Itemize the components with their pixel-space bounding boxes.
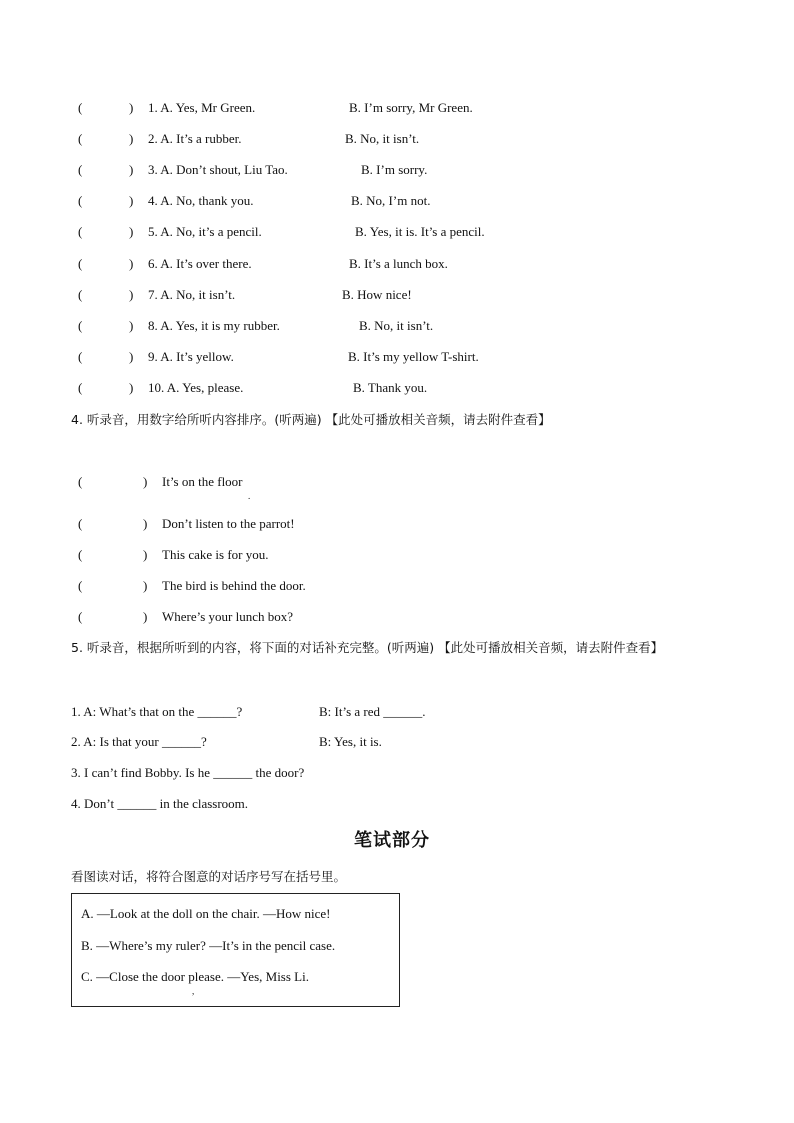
fill-in-response: B: Yes, it is.: [319, 734, 382, 749]
answer-paren-close: ): [129, 193, 134, 208]
question-option-a: 8. A. Yes, it is my rubber.: [148, 318, 280, 333]
fill-in-line: 1. A: What’s that on the ______?: [71, 704, 243, 719]
answer-paren-open[interactable]: (: [78, 162, 83, 177]
question-option-b: B. No, it isn’t.: [345, 131, 420, 146]
order-item-text: Don’t listen to the parrot!: [162, 516, 295, 531]
stray-mark: ,: [192, 986, 195, 996]
answer-paren-close: ): [129, 256, 134, 271]
question-option-b: B. I’m sorry, Mr Green.: [349, 100, 473, 115]
order-item-text: This cake is for you.: [162, 547, 269, 562]
dialogue-option-b: B. —Where’s my ruler? —It’s in the pencil case.: [81, 938, 336, 953]
question-option-b: B. It’s a lunch box.: [349, 256, 448, 271]
answer-paren-open[interactable]: (: [78, 100, 83, 115]
order-item-text: The bird is behind the door.: [162, 578, 306, 593]
answer-paren-open[interactable]: (: [78, 193, 83, 208]
dialogue-option-c: C. —Close the door please. —Yes, Miss Li.: [81, 969, 309, 984]
question-option-b: B. No, it isn’t.: [359, 318, 434, 333]
answer-paren-open[interactable]: (: [78, 287, 83, 302]
question-option-a: 7. A. No, it isn’t.: [148, 287, 236, 302]
order-item-text: It’s on the floor: [162, 474, 243, 489]
question-option-a: 5. A. No, it’s a pencil.: [148, 224, 262, 239]
written-section-heading: 笔试部分: [354, 830, 430, 851]
order-paren-close: ): [143, 578, 148, 593]
question-option-b: B. No, I’m not.: [351, 193, 431, 208]
answer-paren-open[interactable]: (: [78, 256, 83, 271]
answer-paren-close: ): [129, 287, 134, 302]
question-option-b: B. Yes, it is. It’s a pencil.: [355, 224, 485, 239]
order-paren-open[interactable]: (: [78, 474, 83, 489]
order-paren-close: ): [143, 474, 148, 489]
fill-in-line: 3. I can’t find Bobby. Is he ______ the door?: [71, 765, 305, 780]
answer-paren-open[interactable]: (: [78, 349, 83, 364]
order-paren-close: ): [143, 547, 148, 562]
answer-paren-open[interactable]: (: [78, 224, 83, 239]
question-option-b: B. How nice!: [342, 287, 412, 302]
order-paren-open[interactable]: (: [78, 516, 83, 531]
written-instruction: 看图读对话，将符合图意的对话序号写在括号里。: [71, 869, 347, 884]
fill-in-line: 4. Don’t ______ in the classroom.: [71, 796, 249, 811]
question-option-a: 10. A. Yes, please.: [148, 380, 244, 395]
answer-paren-close: ): [129, 318, 134, 333]
fill-in-line: 2. A: Is that your ______?: [71, 734, 207, 749]
question-option-b: B. It’s my yellow T-shirt.: [348, 349, 479, 364]
order-paren-open[interactable]: (: [78, 609, 83, 624]
question-option-b: B. I’m sorry.: [361, 162, 428, 177]
question-option-a: 6. A. It’s over there.: [148, 256, 252, 271]
question-option-b: B. Thank you.: [353, 380, 428, 395]
section4-instruction: 4. 听录音，用数字给所听内容排序。(听两遍) 【此处可播放相关音频，请去附件查看】: [71, 412, 551, 427]
question-option-a: 1. A. Yes, Mr Green.: [148, 100, 256, 115]
section5-instruction: 5. 听录音，根据所听到的内容，将下面的对话补充完整。(听两遍) 【此处可播放相关音频，请去附件查看】: [71, 640, 664, 655]
stray-mark: .: [248, 491, 251, 501]
answer-paren-close: ): [129, 349, 134, 364]
order-paren-close: ): [143, 609, 148, 624]
answer-paren-close: ): [129, 100, 134, 115]
answer-paren-open[interactable]: (: [78, 380, 83, 395]
order-paren-close: ): [143, 516, 148, 531]
order-paren-open[interactable]: (: [78, 547, 83, 562]
answer-paren-open[interactable]: (: [78, 131, 83, 146]
answer-paren-open[interactable]: (: [78, 318, 83, 333]
answer-paren-close: ): [129, 162, 134, 177]
fill-in-response: B: It’s a red ______.: [319, 704, 426, 719]
answer-paren-close: ): [129, 224, 134, 239]
question-option-a: 2. A. It’s a rubber.: [148, 131, 242, 146]
question-option-a: 4. A. No, thank you.: [148, 193, 254, 208]
dialogue-option-a: A. —Look at the doll on the chair. —How nice!: [81, 906, 331, 921]
answer-paren-close: ): [129, 131, 134, 146]
answer-paren-close: ): [129, 380, 134, 395]
order-item-text: Where’s your lunch box?: [162, 609, 294, 624]
order-paren-open[interactable]: (: [78, 578, 83, 593]
question-option-a: 3. A. Don’t shout, Liu Tao.: [148, 162, 288, 177]
question-option-a: 9. A. It’s yellow.: [148, 349, 234, 364]
